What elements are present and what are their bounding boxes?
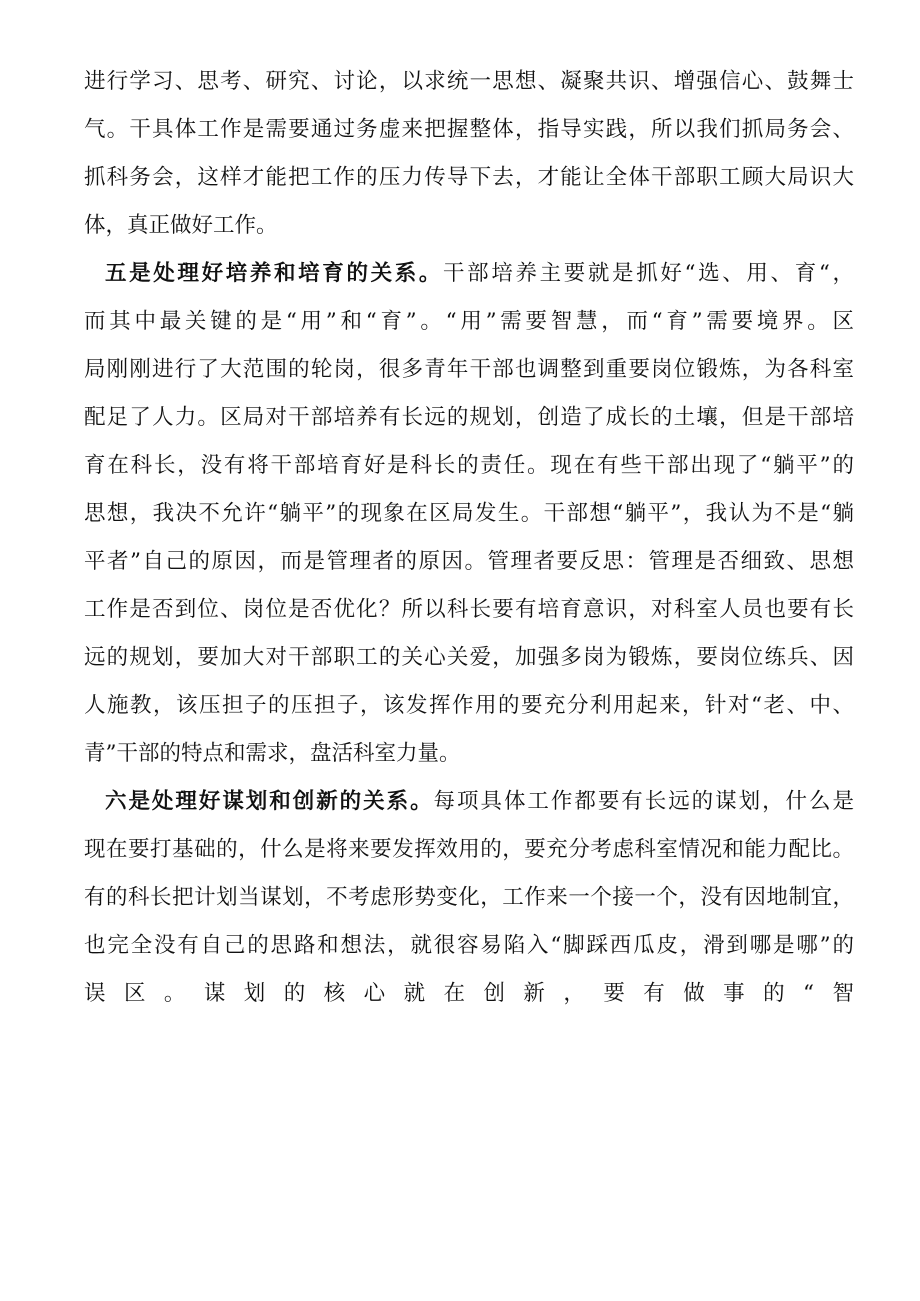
text-line: 有的科长把计划当谋划，不考虑形势变化，工作来一个接一个，没有因地制宜， — [84, 885, 854, 910]
text-line: 远的规划，要加大对干部职工的关心关爱，加强多岗为锻炼，要岗位练兵、因 — [84, 645, 854, 670]
paragraph-5-first-line-text: 干部培养主要就是抓好“选、用、育“， — [443, 261, 854, 286]
paragraph-5-heading: 五是处理好培养和培育的关系。 — [105, 261, 444, 286]
text-line: 现在要打基础的，什么是将来要发挥效用的，要充分考虑科室情况和能力配比。 — [84, 837, 854, 862]
text-line: 工作是否到位、岗位是否优化？所以科长要有培育意识，对科室人员也要有长 — [84, 597, 854, 622]
text-line: 进行学习、思考、研究、讨论，以求统一思想、凝聚共识、增强信心、鼓舞士 — [84, 69, 854, 94]
text-line: 育在科长，没有将干部培育好是科长的责任。现在有些干部出现了“躺平”的 — [84, 453, 854, 478]
text-line: 而其中最关键的是“用”和“育”。“用”需要智慧，而“育”需要境界。区 — [84, 309, 854, 334]
paragraph-6-first-line-text: 每项具体工作都要有长远的谋划，什么是 — [433, 789, 854, 814]
paragraph-5-first-line — [84, 250, 854, 298]
text-line: 气。干具体工作是需要通过务虚来把握整体，指导实践，所以我们抓局务会、 — [84, 117, 854, 142]
text-line: 思想，我决不允许“躺平”的现象在区局发生。干部想“躺平”，我认为不是“躺 — [84, 501, 854, 526]
text-line: 平者”自己的原因，而是管理者的原因。管理者要反思：管理是否细致、思想 — [84, 549, 854, 574]
text-line: 青”干部的特点和需求，盘活科室力量。 — [84, 741, 461, 766]
text-line: 抓科务会，这样才能把工作的压力传导下去，才能让全体干部职工顾大局识大 — [84, 165, 854, 190]
text-line: 体，真正做好工作。 — [84, 213, 278, 238]
text-line: 误区。谋划的核心就在创新，要有做事的“智 — [84, 981, 854, 1006]
text-line: 也完全没有自己的思路和想法，就很容易陷入“脚踩西瓜皮，滑到哪是哪”的 — [84, 933, 854, 958]
text-line: 局刚刚进行了大范围的轮岗，很多青年干部也调整到重要岗位锻炼，为各科室 — [84, 357, 854, 382]
text-line: 配足了人力。区局对干部培养有长远的规划，创造了成长的土壤，但是干部培 — [84, 405, 854, 430]
paragraph-6-heading: 六是处理好谋划和创新的关系。 — [105, 789, 434, 814]
paragraph-6-first-line — [84, 778, 854, 826]
text-line: 人施教，该压担子的压担子，该发挥作用的要充分利用起来，针对“老、中、 — [84, 693, 854, 718]
